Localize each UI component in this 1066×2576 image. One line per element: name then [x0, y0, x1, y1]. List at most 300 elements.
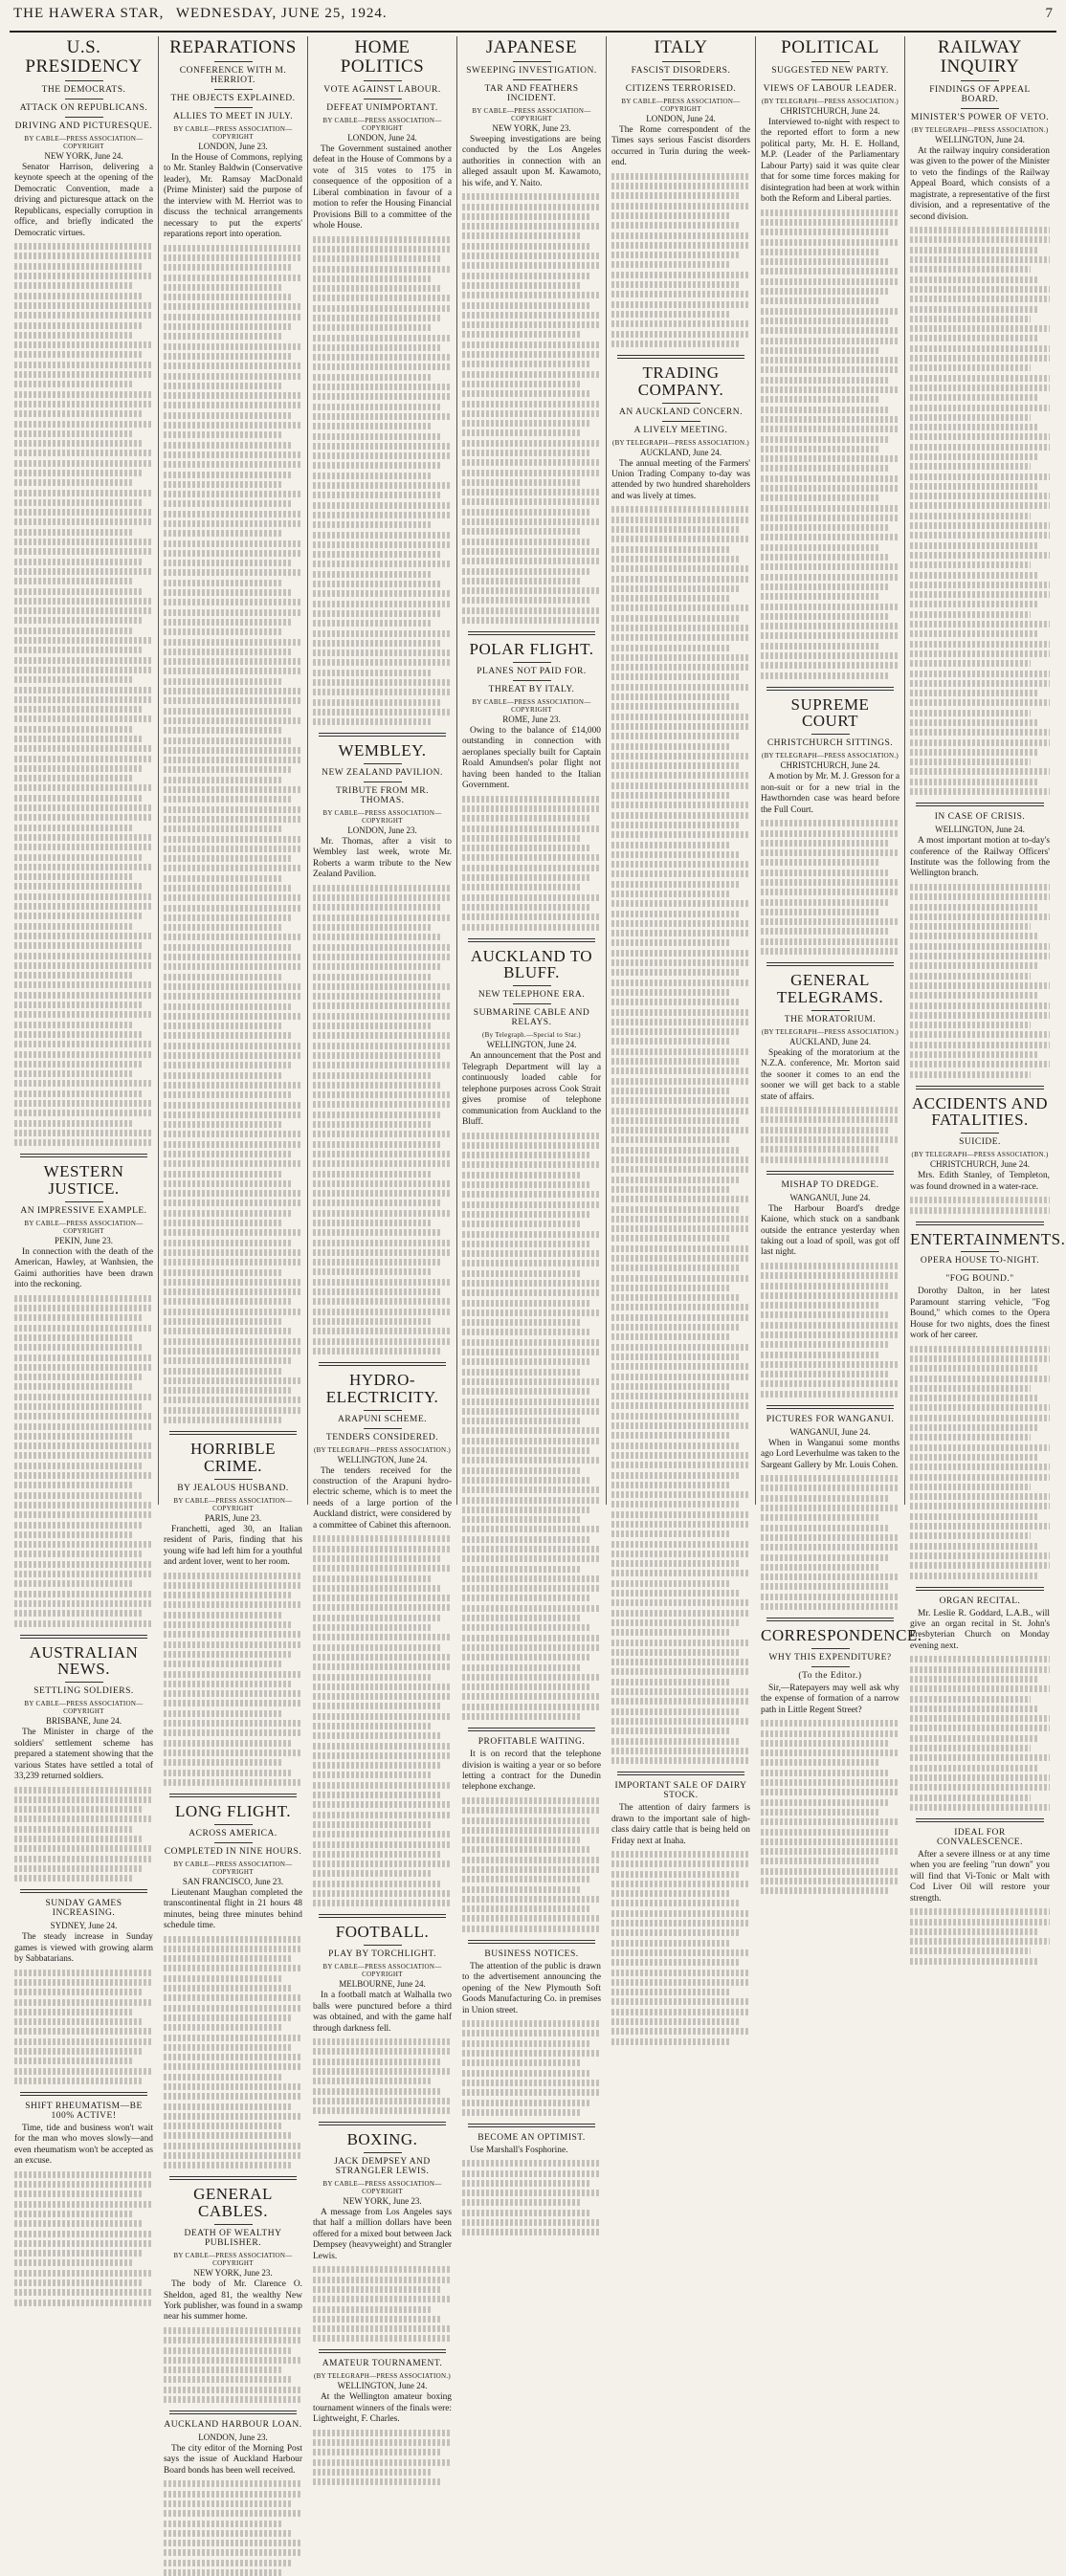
text-line — [761, 338, 899, 344]
text-line — [462, 1905, 589, 1912]
article-text-block — [313, 885, 452, 1354]
text-line — [313, 620, 433, 627]
article-body: The Rome correspondent of the Times says serious Fascist disorders occurred in Turin during the week-end. — [611, 124, 750, 168]
article-headline: POLITICAL — [781, 37, 879, 57]
text-line — [164, 1651, 291, 1658]
column-7 — [905, 36, 1066, 1904]
article-headline: ITALY — [654, 37, 708, 57]
text-line — [14, 282, 134, 289]
article-subheading: THE MORATORIUM. — [784, 1014, 877, 1024]
article — [164, 38, 302, 1423]
article-subheading: DEATH OF WEALTHY PUBLISHER. — [184, 2229, 282, 2249]
text-line — [14, 401, 153, 407]
text-line — [611, 1422, 750, 1429]
text-line — [462, 440, 601, 447]
text-line — [164, 1690, 302, 1697]
text-line — [462, 1408, 601, 1415]
text-line — [462, 1575, 601, 1582]
text-line — [910, 641, 1050, 648]
text-line — [164, 816, 302, 823]
text-line — [164, 924, 283, 931]
text-line — [611, 291, 750, 297]
text-line — [14, 1970, 153, 1976]
text-line — [910, 680, 1050, 687]
text-line — [462, 528, 582, 535]
columns — [10, 36, 1066, 2476]
text-line — [164, 580, 283, 586]
text-line — [313, 1013, 452, 1020]
article-dateline: WANGANUI, June 24. — [789, 1426, 871, 1437]
text-line — [462, 1915, 601, 1922]
text-line — [164, 275, 302, 281]
article-dateline: PARIS, June 23. — [204, 1512, 262, 1523]
text-line — [14, 903, 153, 910]
text-line — [910, 1051, 1038, 1058]
text-line — [910, 962, 1038, 969]
text-line — [164, 540, 302, 547]
text-line — [910, 943, 1050, 950]
text-line — [14, 1120, 134, 1127]
section-divider — [916, 803, 1044, 806]
article-text-block — [313, 236, 452, 726]
text-line — [164, 1985, 291, 1992]
text-line — [761, 318, 888, 324]
text-line — [761, 278, 899, 285]
text-line — [14, 2220, 142, 2227]
text-line — [462, 1605, 601, 1612]
text-line — [462, 401, 601, 407]
article-subheading: MISHAP TO DREDGE. — [781, 1179, 879, 1190]
text-line — [14, 1591, 153, 1597]
text-line — [910, 355, 1050, 362]
column-1 — [10, 36, 159, 2167]
text-line — [313, 561, 452, 567]
text-line — [611, 1108, 750, 1114]
text-line — [761, 1341, 888, 1348]
text-line — [14, 1130, 153, 1136]
text-line — [14, 1826, 134, 1833]
article-text-block — [761, 209, 899, 679]
text-line — [910, 591, 1050, 598]
headline-rule — [961, 80, 999, 81]
section-divider — [766, 1171, 894, 1175]
text-line — [611, 1147, 739, 1154]
article — [313, 2349, 452, 2485]
text-line — [611, 1900, 739, 1906]
article-dateline: LONDON, June 24. — [347, 132, 417, 143]
wire-credit: BY CABLE—PRESS ASSOCIATION—COPYRIGHT — [173, 124, 293, 141]
text-line — [313, 502, 452, 509]
text-line — [14, 2009, 134, 2015]
text-line — [313, 1338, 452, 1345]
article — [14, 2092, 153, 2306]
article-subheading: SUBMARINE CABLE AND RELAYS. — [473, 1008, 590, 1028]
text-line — [313, 659, 452, 666]
text-line — [313, 1595, 452, 1601]
text-line — [164, 1661, 283, 1667]
text-line — [313, 689, 452, 695]
text-line — [164, 796, 291, 803]
text-line — [910, 1061, 1050, 1068]
text-line — [164, 550, 302, 557]
section-divider — [169, 2411, 297, 2414]
text-line — [14, 1295, 153, 1302]
text-line — [761, 249, 880, 255]
text-line — [761, 899, 888, 906]
text-line — [14, 362, 153, 368]
text-line — [462, 1566, 582, 1573]
text-line — [611, 980, 750, 986]
text-line — [761, 1107, 899, 1113]
text-line — [164, 402, 302, 408]
article-subheading: "FOG BOUND." — [945, 1274, 1014, 1285]
article-text-block — [910, 1908, 1050, 1964]
text-line — [611, 615, 739, 622]
text-line — [910, 1365, 1038, 1372]
section-divider — [468, 2124, 595, 2127]
text-line — [164, 303, 302, 310]
text-line — [611, 1225, 750, 1232]
text-line — [164, 2396, 302, 2403]
text-line — [313, 2286, 440, 2293]
article — [164, 1794, 302, 2169]
text-line — [761, 475, 899, 482]
text-line — [313, 275, 433, 282]
article — [462, 1728, 601, 1932]
text-line — [14, 2181, 153, 2188]
text-line — [313, 266, 452, 273]
text-line — [761, 1818, 899, 1825]
article — [462, 2124, 601, 2236]
text-line — [164, 2337, 302, 2344]
text-line — [164, 1720, 302, 1727]
text-line — [462, 302, 589, 309]
text-line — [910, 345, 1050, 352]
text-line — [761, 426, 899, 432]
text-line — [611, 673, 739, 680]
article-subheading: BY JEALOUS HUSBAND. — [177, 1483, 289, 1493]
article-text-block — [313, 1535, 452, 1906]
text-line — [313, 492, 440, 498]
text-line — [14, 696, 153, 703]
text-line — [462, 232, 582, 239]
text-line — [611, 703, 739, 710]
text-line — [910, 493, 1050, 499]
text-line — [313, 541, 452, 548]
text-line — [611, 959, 750, 966]
text-line — [313, 1023, 433, 1029]
headline-rule — [65, 80, 103, 81]
text-line — [611, 1718, 750, 1725]
text-line — [462, 2109, 582, 2116]
column-2 — [159, 36, 308, 2476]
text-line — [164, 983, 302, 990]
article-headline: HYDRO-ELECTRICITY. — [325, 1370, 439, 1406]
text-line — [611, 261, 731, 268]
article — [910, 1222, 1066, 1579]
article-text-block — [313, 2430, 452, 2485]
article — [761, 1405, 899, 1610]
article-subheading: TRIBUTE FROM MR. THOMAS. — [336, 786, 429, 806]
text-line — [462, 1438, 601, 1444]
text-line — [462, 1467, 582, 1474]
text-line — [462, 2040, 589, 2047]
article-dateline: AUCKLAND, June 24. — [789, 1036, 871, 1046]
text-line — [14, 1374, 142, 1380]
text-line — [14, 1787, 153, 1794]
text-line — [313, 344, 440, 351]
text-line — [14, 2078, 142, 2084]
text-line — [14, 243, 153, 250]
text-line — [164, 914, 291, 921]
text-line — [164, 314, 302, 320]
article-body: Speaking of the moratorium at the N.Z.A. conference, Mr. Morton said the sooner it comes to an end the sooner we will get back to a stable state of affairs. — [761, 1047, 899, 1102]
text-line — [164, 2540, 302, 2546]
text-line — [313, 1171, 433, 1178]
text-line — [313, 1762, 440, 1769]
text-line — [611, 1177, 739, 1183]
text-line — [313, 1002, 452, 1009]
text-line — [313, 1101, 452, 1108]
wire-credit: BY CABLE—PRESS ASSOCIATION—COPYRIGHT — [472, 697, 591, 714]
text-line — [164, 481, 283, 488]
text-line — [761, 554, 888, 561]
text-line — [14, 1305, 153, 1311]
text-line — [164, 2480, 302, 2487]
text-line — [462, 597, 589, 604]
text-line — [313, 2078, 433, 2084]
text-line — [462, 2089, 601, 2096]
article-text-block — [462, 193, 601, 624]
headline-rule — [513, 61, 551, 62]
text-line — [164, 520, 302, 527]
text-line — [910, 532, 1050, 539]
text-line — [14, 440, 142, 447]
article-text-block — [14, 2171, 153, 2306]
article-body: The attention of dairy farmers is drawn to the important sale of high-class dairy cattle that is being held on Friday next at Inaha. — [611, 1803, 750, 1846]
text-line — [14, 263, 142, 270]
article-subheading: DRIVING AND PICTURESQUE. — [14, 121, 153, 131]
text-line — [462, 1486, 601, 1493]
headline-rule — [961, 108, 999, 109]
text-line — [910, 1765, 1038, 1772]
text-line — [313, 2430, 452, 2436]
text-line — [164, 1368, 283, 1375]
article-headline: GENERAL CABLES. — [193, 2185, 273, 2221]
section-divider — [169, 1794, 297, 1797]
text-line — [910, 953, 1050, 959]
text-line — [910, 364, 1031, 371]
text-line — [164, 431, 283, 438]
text-line — [910, 699, 1050, 706]
text-line — [910, 1573, 1038, 1579]
text-line — [462, 617, 601, 624]
text-line — [611, 341, 739, 347]
wire-credit: BY CABLE—PRESS ASSOCIATION—COPYRIGHT — [173, 1496, 293, 1512]
text-line — [313, 1693, 452, 1700]
headline-rule — [364, 2152, 402, 2153]
article-body: When in Wanganui some months ago Lord Leverhulme was taken to the Sargeant Gallery by Mr. Louis Cohen. — [761, 1438, 899, 1470]
article-subheading: THE DEMOCRATS. — [41, 84, 126, 95]
text-line — [14, 1531, 134, 1538]
text-line — [611, 1413, 739, 1420]
text-line — [313, 1151, 452, 1157]
text-line — [313, 1318, 433, 1325]
text-line — [611, 1738, 739, 1745]
article-text-block — [611, 1851, 750, 2045]
text-line — [14, 1022, 134, 1028]
section-divider — [20, 1635, 147, 1639]
text-line — [313, 2277, 452, 2283]
text-line — [761, 1292, 899, 1299]
article — [14, 1154, 153, 1626]
text-line — [462, 1817, 589, 1824]
article-dateline: AUCKLAND, June 24. — [640, 447, 722, 457]
text-line — [910, 1493, 1050, 1500]
text-line — [164, 2005, 302, 2012]
text-line — [164, 1091, 291, 1098]
section-divider — [20, 1889, 147, 1893]
wire-credit: (BY TELEGRAPH—PRESS ASSOCIATION.) — [611, 438, 750, 447]
text-line — [313, 1713, 452, 1720]
text-line — [910, 1774, 1050, 1781]
text-line — [611, 753, 750, 760]
text-line — [164, 649, 291, 655]
article-dateline: LONDON, June 23. — [198, 141, 268, 151]
text-line — [313, 993, 440, 1000]
text-line — [611, 1570, 750, 1576]
text-line — [14, 1816, 153, 1822]
text-line — [611, 1482, 731, 1488]
text-line — [910, 1207, 1050, 1214]
text-line — [313, 1792, 440, 1798]
text-line — [611, 999, 739, 1005]
headline-rule — [214, 2224, 253, 2225]
text-line — [611, 1314, 750, 1321]
text-line — [761, 386, 899, 393]
text-line — [910, 483, 1038, 490]
text-line — [910, 992, 1038, 999]
wire-credit: (BY TELEGRAPH—PRESS ASSOCIATION.) — [313, 1445, 452, 1454]
article-body: The city editor of the Morning Post says the issue of Auckland Harbour Board bonds has been well received. — [164, 2444, 302, 2476]
article-subheading: SUICIDE. — [959, 1137, 1001, 1148]
headline-rule — [811, 1010, 850, 1011]
text-line — [164, 1601, 302, 1608]
article-dateline: NEW YORK, June 24. — [44, 150, 123, 161]
text-line — [611, 1998, 750, 2005]
text-line — [761, 258, 888, 265]
text-line — [313, 374, 433, 381]
text-line — [462, 845, 589, 851]
article-body: Time, tide and business won't wait for the man who moves slowly—and even rheumatism won't be accepted as an excuse. — [14, 2123, 153, 2167]
text-line — [462, 2030, 601, 2037]
text-line — [164, 1621, 291, 1628]
article — [761, 962, 899, 1163]
text-line — [164, 530, 283, 537]
text-line — [910, 236, 1050, 243]
text-line — [462, 1807, 601, 1814]
text-line — [611, 1344, 750, 1351]
article-text-block — [761, 1475, 899, 1610]
text-line — [761, 593, 880, 600]
text-line — [164, 599, 302, 605]
text-line — [14, 637, 153, 644]
text-line — [164, 1259, 302, 1266]
article-dateline: BRISBANE, June 24. — [45, 1716, 122, 1727]
text-line — [14, 332, 134, 339]
text-line — [761, 1391, 899, 1398]
article — [14, 1889, 153, 2084]
article-dateline: SAN FRANCISCO, June 23. — [182, 1876, 284, 1886]
text-line — [14, 716, 153, 722]
text-line — [14, 341, 153, 348]
text-line — [910, 933, 1038, 939]
section-divider — [766, 1618, 894, 1621]
text-line — [910, 1919, 1050, 1926]
text-line — [313, 1644, 440, 1651]
article-subheading: TENDERS CONSIDERED. — [325, 1432, 439, 1442]
text-line — [910, 414, 1031, 421]
text-line — [462, 1896, 601, 1903]
text-line — [164, 974, 283, 980]
text-line — [164, 254, 302, 261]
text-line — [462, 2210, 589, 2216]
text-line — [910, 316, 1031, 322]
text-line — [164, 806, 302, 813]
text-line — [14, 1041, 153, 1047]
text-line — [910, 405, 1050, 411]
text-line — [313, 610, 440, 617]
text-line — [313, 1190, 452, 1197]
text-line — [761, 1485, 899, 1491]
text-line — [611, 565, 750, 572]
text-line — [761, 623, 899, 629]
wire-credit: (BY TELEGRAPH—PRESS ASSOCIATION.) — [313, 2372, 452, 2381]
text-line — [14, 430, 134, 437]
text-line — [611, 1860, 750, 1867]
text-line — [761, 1495, 888, 1502]
section-divider — [169, 1431, 297, 1435]
text-line — [611, 900, 750, 907]
article-subheading: AN IMPRESSIVE EXAMPLE. — [20, 1205, 147, 1216]
text-line — [313, 521, 433, 528]
text-line — [14, 322, 142, 329]
article-text-block — [14, 1970, 153, 2084]
text-line — [910, 394, 1038, 401]
article-text-block — [761, 1263, 899, 1398]
text-line — [761, 1525, 888, 1531]
section-divider — [468, 631, 595, 635]
text-line — [761, 377, 888, 384]
text-line — [313, 462, 440, 469]
article-body: A message from Los Angeles says that half a million dollars have been offered for a mixed bout between Jack Dempsey (heavyweight) and Strangler Lewis. — [313, 2207, 452, 2261]
text-line — [611, 173, 750, 180]
text-line — [611, 939, 731, 946]
text-line — [14, 529, 134, 536]
text-line — [611, 625, 750, 631]
text-line — [462, 1674, 601, 1681]
text-line — [313, 934, 440, 940]
text-line — [313, 1112, 440, 1118]
text-line — [313, 324, 433, 331]
text-line — [910, 650, 1050, 657]
text-line — [910, 1404, 1050, 1411]
text-line — [164, 963, 302, 970]
text-line — [761, 544, 880, 551]
text-line — [164, 2035, 302, 2041]
text-line — [910, 1012, 1050, 1019]
text-line — [910, 1503, 1050, 1509]
